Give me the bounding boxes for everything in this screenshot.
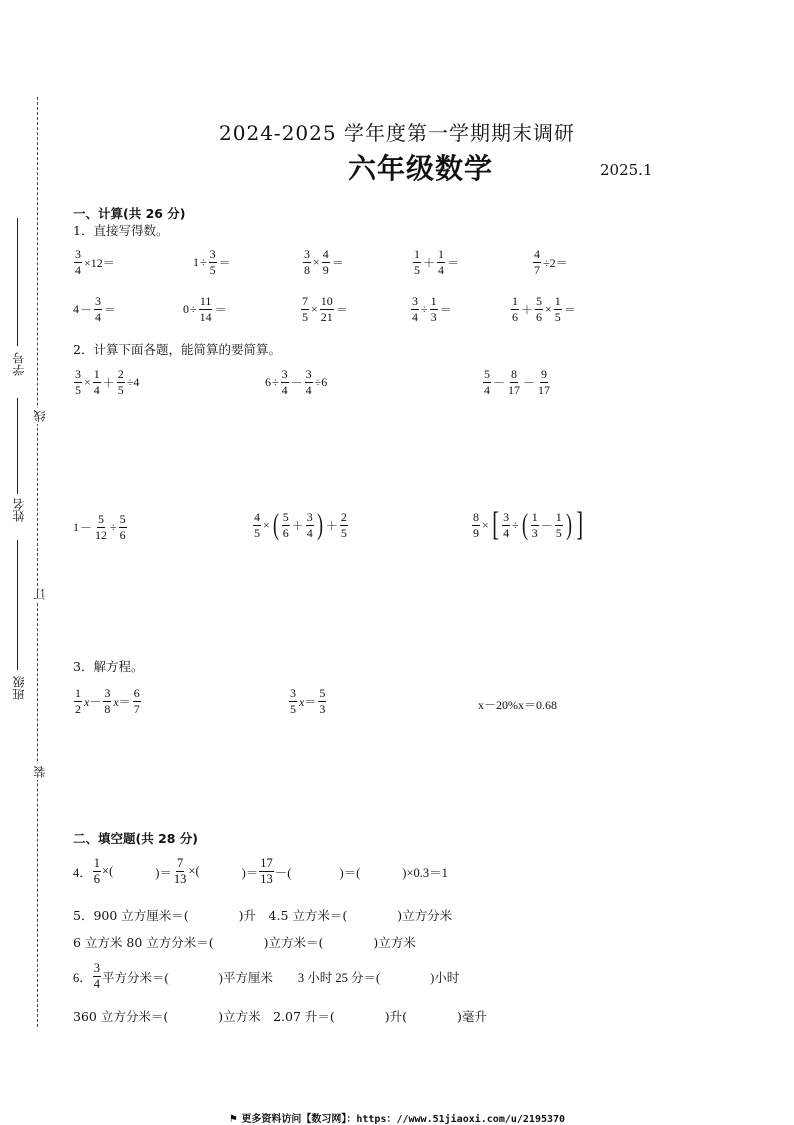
q3-eq-1: 1 2 x－ 3 8 x＝ 6 7 [75,686,140,716]
q1-item-6: 4 － 3 4 ＝ [73,294,117,324]
q2-item-1: $\frac{3}{5}$ × $\frac{1}{4}$ ＋ $\frac{2}{5}$ ÷4 [75,367,140,397]
student-id-label: 学号 [12,352,26,376]
q6-number: 6． [73,970,92,985]
q6-line-1: 6． 3 4 平方分米＝( )平方厘米 3 小时 25 分＝( )小时 [73,961,460,992]
flag-icon: ⚑ [228,1114,242,1125]
q2-item-5: $\frac{4}{5}$ × ( 5 6 ＋ 3 4 ) ＋ 2 5 [254,508,347,541]
name-underline [17,398,18,494]
q2-prompt: 2．计算下面各题，能简算的要简算。 [73,342,281,357]
binding-dashed-line [37,97,38,1027]
q6-line-2: 360 立方分米＝( )立方米 2.07 升＝( )升( )毫升 [73,1009,487,1024]
q1-prompt: 1．直接写得数。 [73,223,169,238]
q4-number: 4． [73,865,92,880]
class-underline [17,540,18,670]
footer-text[interactable]: 更多资料访问【数习网】：https：//www.51jiaoxi.com/u/2195370 [241,1114,566,1125]
exam-title: 2024-2025 学年度第一学期期末调研 [219,121,575,145]
class-label: 班级 [12,676,26,700]
section1-title: 一、计算(共 26 分) [73,206,186,221]
binding-mark-zhuang: 装 [33,766,47,778]
section2-title: 二、填空题(共 28 分) [73,831,199,846]
footer [0,1110,794,1125]
q3-eq-2: 3 5 x＝ 5 3 [290,686,326,716]
q5-line-1: 5．900 立方厘米＝( )升 4.5 立方米＝( )立方分米 [73,908,453,923]
binding-mark-line: 线 [33,410,47,422]
exam-subject: 六年级数学 [348,152,494,185]
q2-item-4: 1 － $\frac{5}{12}$ ÷ $\frac{5}{6}$ [73,512,126,542]
q1-item-4: 1 5 ＋ 1 4 ＝ [414,247,460,277]
q2-item-3: 5 4 － 8 17 － 9 17 [484,367,551,397]
q1-item-9: $\frac{3}{4}$ ÷ $\frac{1}{3}$ ＝ [412,294,452,324]
q1-item-10: 1 6 ＋ $\frac{5}{6}$ × $\frac{1}{5}$ ＝ [512,294,576,324]
name-label: 姓名 [12,498,26,522]
q1-item-5: $\frac{4}{7}$ ÷2＝ [534,247,568,277]
q5-line-2: 6 立方米 80 立方分米＝( )立方米＝( )立方米 [73,935,416,950]
q1-item-8: $\frac{7}{5}$ × $\frac{10}{21}$ ＝ [302,294,348,324]
q1-item-1: $\frac{3}{4}$ ×12＝ [75,247,115,277]
q2-item-6: $\frac{8}{9}$ × [ $\frac{3}{4}$ ÷ ( 1 3 － 1 5 ) ] [473,506,583,543]
q3-eq-3: x－20%x＝0.68 [478,698,557,712]
student-id-underline [17,218,18,346]
q4-line: 4． $\frac{1}{6}$ ×( )＝ $\frac{7}{13}$ ×( )＝ 17 13 －( )＝( )×0.3＝1 [73,856,448,887]
q3-prompt: 3．解方程。 [73,659,144,674]
q1-item-3: $\frac{3}{8}$ × $\frac{4}{9}$ ＝ [304,247,344,277]
binding-mark-ding: 订 [33,588,47,600]
exam-date: 2025.1 [600,161,653,179]
q2-item-2: 6 ÷ $\frac{3}{4}$ － $\frac{3}{4}$ ÷6 [265,367,328,397]
q1-item-7: 0 ÷ $\frac{11}{14}$ ＝ [183,294,227,324]
q1-item-2: 1 ÷ $\frac{3}{5}$ ＝ [193,247,231,277]
